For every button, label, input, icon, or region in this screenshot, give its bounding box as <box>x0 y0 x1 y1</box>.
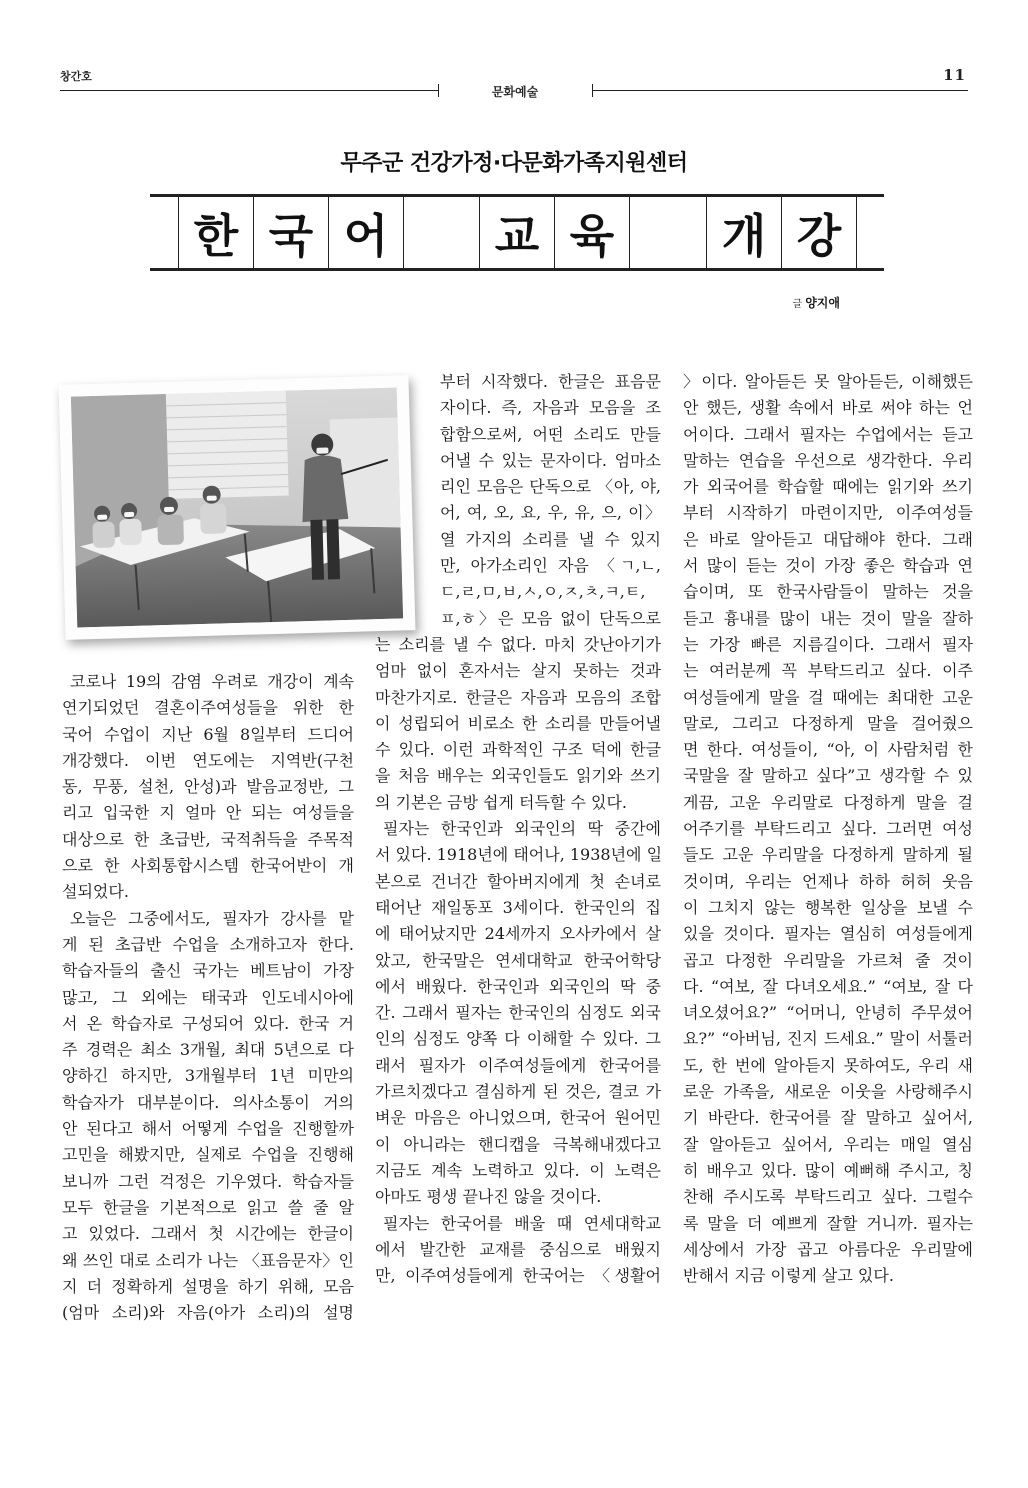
page-number: 11 <box>943 66 966 84</box>
text-line: 가르치겠다고 결심하게 된 것은, 결코 가 <box>375 1082 661 1102</box>
text-line: 태어난 재일동포 3세이다. 한국인의 집 <box>375 897 661 917</box>
title-char: 한 <box>178 197 254 268</box>
header-rule-left <box>60 90 438 91</box>
text-line: 래서 필자가 이주여성들에게 한국어를 <box>375 1055 661 1075</box>
text-line: 이 성립되어 비로소 한 소리를 만들어낼 <box>375 713 661 733</box>
header-rule-right <box>592 90 968 91</box>
text-line: 국어 수업이 지난 6월 8일부터 드디어 <box>62 724 354 744</box>
text-line: 다. “여보, 잘 다녀오세요.” “여보, 잘 다 <box>683 976 973 996</box>
text-line: 반해서 지금 이렇게 살고 있다. <box>683 1266 894 1286</box>
text-line: 주 경력은 최소 3개월, 최대 5년으로 다 <box>62 1040 354 1060</box>
text-line: 있을 것이다. 필자는 열심히 여성들에게 <box>683 924 973 944</box>
text-line: 지 더 정확하게 설명을 하기 위해, 모음 <box>62 1276 354 1296</box>
text-line: 녀오셨어요?” “어머니, 안녕히 주무셨어 <box>683 1003 973 1023</box>
text-line: 리고 입국한 지 얼마 안 되는 여성들을 <box>62 803 354 823</box>
text-line: 〉이다. 알아듣든 못 알아듣든, 이해했든 <box>683 372 973 391</box>
text-line: 오늘은 그중에서도, 필자가 강사를 맡 <box>70 908 354 928</box>
text-line: 말로, 그리고 다정하게 말을 걸어줬으 <box>683 713 973 733</box>
text-line: 잘 알아듣고 싶어서, 우리는 매일 열심 <box>683 1134 973 1154</box>
text-line: 여성들에게 말을 걸 때에는 최대한 고운 <box>683 687 973 707</box>
text-line: 습이며, 또 한국사람들이 말하는 것을 <box>683 582 973 602</box>
text-line: 기 바란다. 한국어를 잘 말하고 싶어서, <box>683 1108 973 1128</box>
text-line: 합함으로써, 어떤 소리도 만들 <box>440 424 661 444</box>
text-line: 서 있다. 1918년에 태어나, 1938년에 일 <box>375 845 663 865</box>
text-line: 부터 시작하기 마련이지만, 이주여성들 <box>683 503 973 523</box>
text-line: 안 된다고 해서 어떻게 수업을 진행할까 <box>62 1119 354 1139</box>
classroom-photo <box>59 375 416 640</box>
text-line: 동, 무풍, 설천, 안성)과 발음교정반, 그 <box>62 777 354 797</box>
text-line: 인의 심정도 양쪽 다 이해할 수 있다. 그 <box>375 1029 661 1049</box>
title-char: 교 <box>479 197 555 268</box>
title-char: 육 <box>554 197 630 268</box>
text-line: 엄마 없이 혼자서는 살지 못하는 것과 <box>375 661 661 681</box>
text-line: 이 아니라는 핸디캡을 극복해내겠다고 <box>375 1134 661 1154</box>
text-line: 연기되었던 결혼이주여성들을 위한 한 <box>62 698 354 718</box>
article-column-2 <box>375 369 661 1289</box>
text-line: 지금도 계속 노력하고 있다. 이 노력은 <box>375 1160 661 1180</box>
title-char: 강 <box>781 197 857 268</box>
text-line: 어, 여, 오, 요, 우, 유, 으, 이〉 <box>440 503 661 523</box>
text-line: 는 여러분께 꼭 부탁드리고 싶다. 이주 <box>683 661 973 681</box>
text-line: 어낼 수 있는 문자이다. 엄마소 <box>440 450 661 470</box>
text-line: 들도 고운 우리말을 다정하게 말하게 될 <box>683 845 973 865</box>
text-line: 어이다. 그래서 필자는 수업에서는 듣고 <box>683 424 973 444</box>
text-line: 많고, 그 외에는 태국과 인도네시아에 <box>62 987 354 1007</box>
text-line: 마찬가지로. 한글은 자음과 모음의 조합 <box>375 687 661 707</box>
byline <box>793 294 840 311</box>
photo-wrap-text <box>440 369 661 632</box>
article-column-1 <box>62 669 354 1326</box>
text-line: 에 태어났지만 24세까지 오사카에서 살 <box>375 924 661 944</box>
text-line: 히 배우고 있다. 많이 예뻐해 주시고, 칭 <box>683 1160 973 1180</box>
text-line: 왜 쓰인 대로 소리가 나는 〈표음문자〉인 <box>62 1250 354 1270</box>
text-line: 을 처음 배우는 외국인들도 읽기와 쓰기 <box>375 766 661 786</box>
text-line: 학습자가 대부분이다. 의사소통이 거의 <box>62 1092 354 1112</box>
text-line: 이 그치지 않는 행복한 일상을 보낼 수 <box>683 897 973 917</box>
text-line: 록 말을 더 예쁘게 잘할 거니까. 필자는 <box>683 1213 973 1233</box>
byline-prefix: 글 <box>792 299 803 310</box>
text-line: 설되었다. <box>62 882 129 902</box>
author-name: 양지애 <box>805 296 840 310</box>
text-line: 국말을 잘 말하고 싶다”고 생각할 수 있 <box>683 766 973 786</box>
text-line: 서 많이 듣는 것이 가장 좋은 학습과 연 <box>683 556 973 576</box>
text-line: 곱고 다정한 우리말을 가르쳐 줄 것이 <box>683 950 973 970</box>
text-line: 는 소리를 낼 수 없다. 마치 갓난아기가 <box>375 634 661 654</box>
text-line: 열 가지의 소리를 낼 수 있지 <box>440 529 661 549</box>
text-line: 세상에서 가장 곱고 아름다운 우리말에 <box>683 1239 973 1259</box>
title-char: 개 <box>706 197 782 268</box>
section-label: 문화예술 <box>491 85 539 99</box>
text-line: 대상으로 한 초급반, 국적취득을 주목적 <box>62 829 354 849</box>
text-line: (엄마 소리)와 자음(아가 소리)의 설명 <box>62 1303 354 1323</box>
text-line: 모두 한글을 기본적으로 읽고 쓸 줄 알 <box>62 1197 354 1217</box>
text-line: 에서 발간한 교재를 중심으로 배웠지 <box>375 1239 661 1259</box>
text-line: 보니까 그런 걱정은 기우였다. 학습자들 <box>62 1171 354 1191</box>
text-line: 간. 그래서 필자는 한국인의 심정도 외국 <box>375 1003 661 1023</box>
text-line: 말하는 연습을 우선으로 생각한다. 우리 <box>683 450 973 470</box>
text-line: 게끔, 고운 우리말로 다정하게 말을 걸 <box>683 792 973 812</box>
text-line: 은 바로 알아듣고 대답해야 한다. 그래 <box>683 529 973 549</box>
text-line: 으로 한 사회통합시스템 한국어반이 개 <box>62 856 354 876</box>
text-line: 리인 모음은 단독으로 〈아, 야, <box>440 477 661 497</box>
issue-label: 창간호 <box>60 70 92 83</box>
text-line: 어주기를 부탁드리고 싶다. 그러면 여성 <box>683 819 973 839</box>
text-line: 것이며, 우리는 언제나 하하 허허 웃음 <box>683 871 973 891</box>
text-line: 가 외국어를 학습할 때에는 읽기와 쓰기 <box>683 477 973 497</box>
text-line: 필자는 한국인과 외국인의 딱 중간에 <box>383 819 661 839</box>
text-line: 에서 배웠다. 한국인과 외국인의 딱 중 <box>375 976 661 996</box>
article-column-3 <box>683 369 973 1289</box>
article-subtitle: 무주군 건강가정·다문화가족지원센터 <box>340 151 688 176</box>
text-line: 도, 한 번에 알아듣지 못하여도, 우리 새 <box>683 1055 973 1075</box>
text-line: 필자는 한국어를 배울 때 연세대학교 <box>383 1213 661 1233</box>
text-line: 안 했든, 생활 속에서 바로 써야 하는 언 <box>683 398 973 418</box>
text-line: 양하긴 하지만, 3개월부터 1년 미만의 <box>62 1066 354 1086</box>
text-line: ㄷ,ㄹ,ㅁ,ㅂ,ㅅ,ㅇ,ㅈ,ㅊ,ㅋ,ㅌ, <box>440 582 646 602</box>
title-char: 어 <box>328 197 404 268</box>
text-line: 듣고 흉내를 많이 내는 것이 말을 잘하 <box>683 608 973 628</box>
text-line: 아마도 평생 끝나진 않을 것이다. <box>375 1187 602 1207</box>
text-line: 는 가장 빠른 지름길이다. 그래서 필자 <box>683 634 973 654</box>
title-rule-bottom <box>150 268 884 271</box>
title-char: 국 <box>253 197 329 268</box>
text-line: 만, 아가소리인 자음 〈ㄱ,ㄴ, <box>440 556 661 576</box>
text-line: 로운 가족을, 새로운 이웃을 사랑해주시 <box>683 1082 973 1102</box>
text-line: 요?” “아버님, 진지 드세요.” 말이 서툴러 <box>683 1029 973 1049</box>
text-line: 부터 시작했다. 한글은 표음문 <box>440 372 661 391</box>
text-line: 게 된 초급반 수업을 소개하고자 한다. <box>62 934 354 954</box>
text-line: 코로나 19의 감염 우려로 개강이 계속 <box>70 672 354 691</box>
text-line: 학습자들의 출신 국가는 베트남이 가장 <box>62 961 354 981</box>
text-line: 만, 이주여성들에게 한국어는 〈생활어 <box>375 1266 661 1286</box>
text-line: 서 온 학습자로 구성되어 있다. 한국 거 <box>62 1013 354 1033</box>
text-line: ㅍ,ㅎ〉은 모음 없이 단독으로 <box>440 608 661 628</box>
text-line: 찬해 주시도록 부탁드리고 싶다. 그럴수 <box>683 1187 973 1207</box>
text-line: 고 있었다. 그래서 첫 시간에는 한글이 <box>62 1224 354 1244</box>
classroom-photo-icon <box>71 387 403 627</box>
text-line: 면 한다. 여성들이, “아, 이 사람처럼 한 <box>683 740 973 760</box>
text-line: 본으로 건너간 할아버지에게 첫 손녀로 <box>375 871 661 891</box>
text-line: 의 기본은 금방 쉽게 터득할 수 있다. <box>375 792 627 812</box>
text-line: 벼운 마음은 아니었으며, 한국어 원어민 <box>375 1108 661 1128</box>
text-line: 았고, 한국말은 연세대학교 한국어학당 <box>375 950 661 970</box>
text-line: 자이다. 즉, 자음과 모음을 조 <box>440 398 661 418</box>
text-line: 고민을 해봤지만, 실제로 수업을 진행해 <box>62 1145 354 1165</box>
text-line: 수 있다. 이런 과학적인 구조 덕에 한글 <box>375 740 661 760</box>
text-line: 개강했다. 이번 연도에는 지역반(구천 <box>62 750 354 770</box>
